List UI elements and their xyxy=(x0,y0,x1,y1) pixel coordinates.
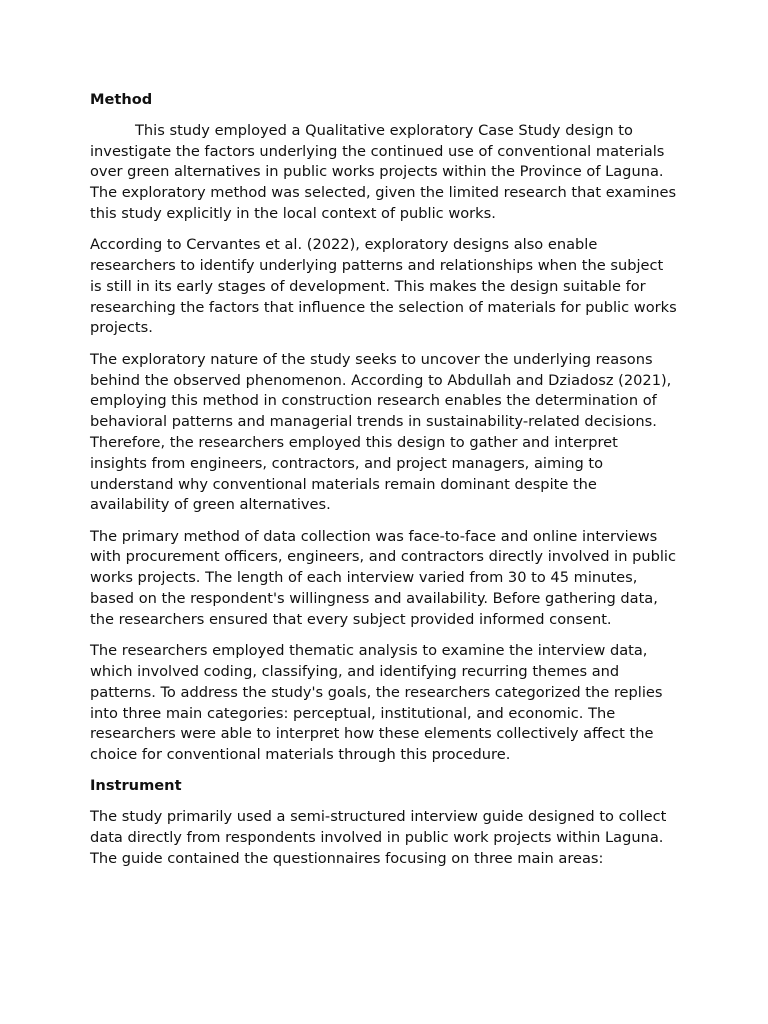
paragraph: The exploratory nature of the study seeks to uncover the underlying reasons behind the observed phenomenon. According to Abdullah and Dziadosz (2021), employing this method in construction research enables the determination of behavioral patterns and managerial trends in sustainability-related decisions. Therefore, the researchers employed this design to gather and interpret insights from engineers, contractors, and project managers, aiming to understand why conventional materials remain dominant despite the availability of green alternatives. xyxy=(90,350,672,514)
paragraph: The researchers employed thematic analysis to examine the interview data, which involved coding, classifying, and identifying recurring themes and patterns. To address the study's goals, the researchers categorized the replies into three main categories: perceptual, institutional, and economic. The researchers were able to interpret how these elements collectively affect the choice for conventional materials through this procedure. xyxy=(90,642,663,764)
paragraph: The study primarily used a semi-structured interview guide designed to collect data directly from respondents involved in public work projects within Laguna. The guide contained the questionnaires focusing on three main areas: xyxy=(90,808,667,867)
paragraph: This study employed a Qualitative exploratory Case Study design to investigate the factors underlying the continued use of conventional materials over green alternatives in public works projects within the Province of Laguna. The exploratory method was selected, given the limited research that examines this study explicitly in the local context of public works. xyxy=(90,121,677,222)
section-heading-instrument: Instrument xyxy=(90,777,182,795)
paragraph: According to Cervantes et al. (2022), exploratory designs also enable researchers to identify underlying patterns and relationships when the subject is still in its early stages of development. This makes the design suitable for researching the factors that influence the selection of materials for public works projects. xyxy=(90,236,677,337)
section-heading-method: Method xyxy=(90,91,153,108)
paragraph: The primary method of data collection was face-to-face and online interviews with procurement officers, engineers, and contractors directly involved in public works projects. The length of each interview varied from 30 to 45 minutes, based on the respondent's willingness and availability. Before gathering data, the researchers ensured that every subject provided informed consent. xyxy=(90,527,676,628)
document-body xyxy=(90,90,678,880)
